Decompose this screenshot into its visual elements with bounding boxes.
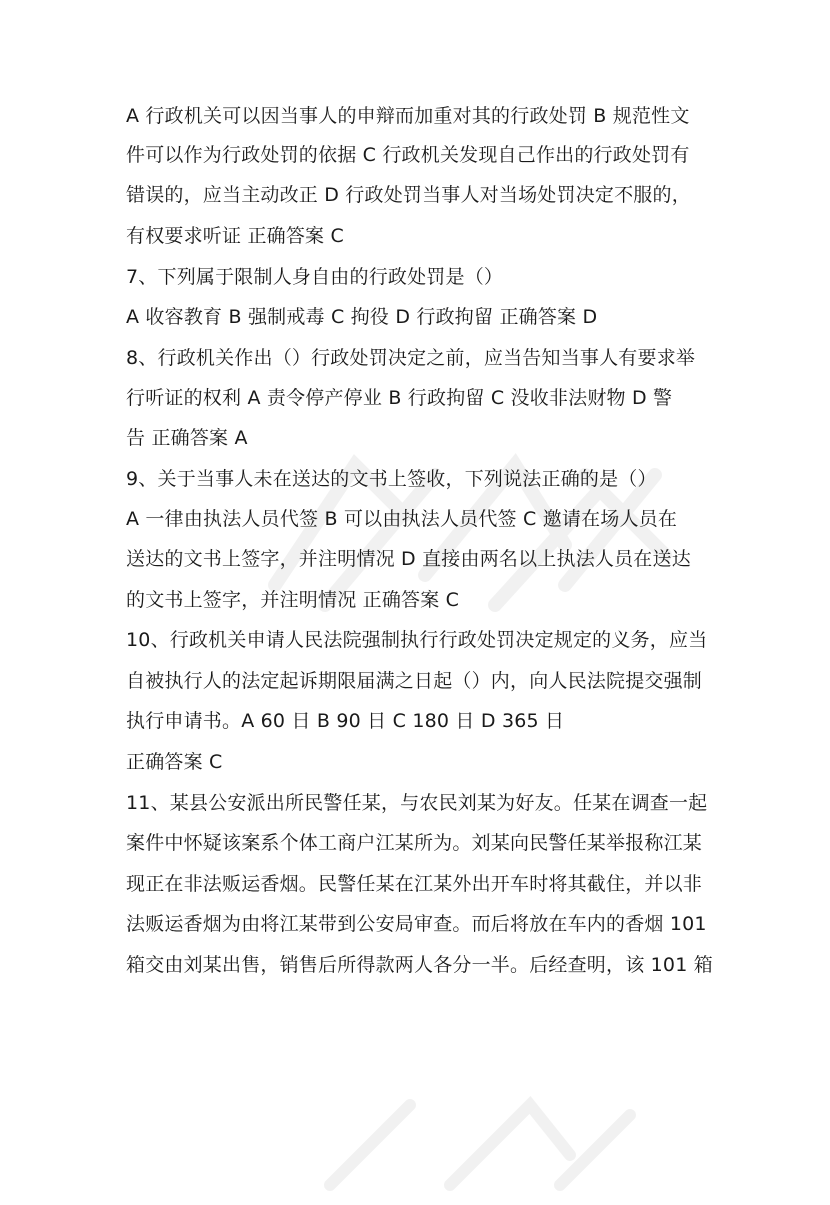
text-line: A 一律由执法人员代签 B 可以由执法人员代签 C 邀请在场人员在 xyxy=(126,508,678,530)
document-body xyxy=(126,104,713,977)
text-line: 送达的文书上签字，并注明情况 D 直接由两名以上执法人员在送达 xyxy=(126,548,691,570)
text-line: 法贩运香烟为由将江某带到公安局审查。而后将放在车内的香烟 101 xyxy=(126,913,707,935)
text-line: 有权要求听证 正确答案 C xyxy=(126,225,344,247)
question-8: 8、行政机关作出（）行政处罚决定之前，应当告知当事人有要求举 xyxy=(126,347,696,369)
question-11: 11、某县公安派出所民警任某，与农民刘某为好友。任某在调查一起 xyxy=(126,792,708,814)
text-line: A 收容教育 B 强制戒毒 C 拘役 D 行政拘留 正确答案 D xyxy=(126,306,598,328)
text-line: 现正在非法贩运香烟。民警任某在江某外出开车时将其截住，并以非 xyxy=(126,873,703,895)
text-line: 告 正确答案 A xyxy=(126,427,248,449)
text-line: 件可以作为行政处罚的依据 C 行政机关发现自己作出的行政处罚有 xyxy=(126,144,690,166)
text-line: 案件中怀疑该案系个体工商户江某所为。刘某向民警任某举报称江某 xyxy=(126,832,703,854)
question-7: 7、下列属于限制人身自由的行政处罚是（） xyxy=(126,266,504,288)
text-line: 错误的，应当主动改正 D 行政处罚当事人对当场处罚决定不服的， xyxy=(126,184,691,206)
text-line: 的文书上签字，并注明情况 正确答案 C xyxy=(126,589,460,611)
text-line: 箱交由刘某出售，销售后所得款两人各分一半。后经查明，该 101 箱 xyxy=(126,954,713,976)
text-line: 执行申请书。A 60 日 B 90 日 C 180 日 D 365 日 xyxy=(126,710,565,732)
text-line: 自被执行人的法定起诉期限届满之日起（）内，向人民法院提交强制 xyxy=(126,670,703,692)
question-10: 10、行政机关申请人民法院强制执行行政处罚决定规定的义务，应当 xyxy=(126,629,708,651)
text-line: 行听证的权利 A 责令停产停业 B 行政拘留 C 没收非法财物 D 警 xyxy=(126,387,673,409)
text-line: 正确答案 C xyxy=(126,751,223,773)
text-line: A 行政机关可以因当事人的申辩而加重对其的行政处罚 B 规范性文 xyxy=(126,105,690,127)
question-9: 9、关于当事人未在送达的文书上签收，下列说法正确的是（） xyxy=(126,468,657,490)
watermark-graphic-bottom xyxy=(300,1085,660,1205)
